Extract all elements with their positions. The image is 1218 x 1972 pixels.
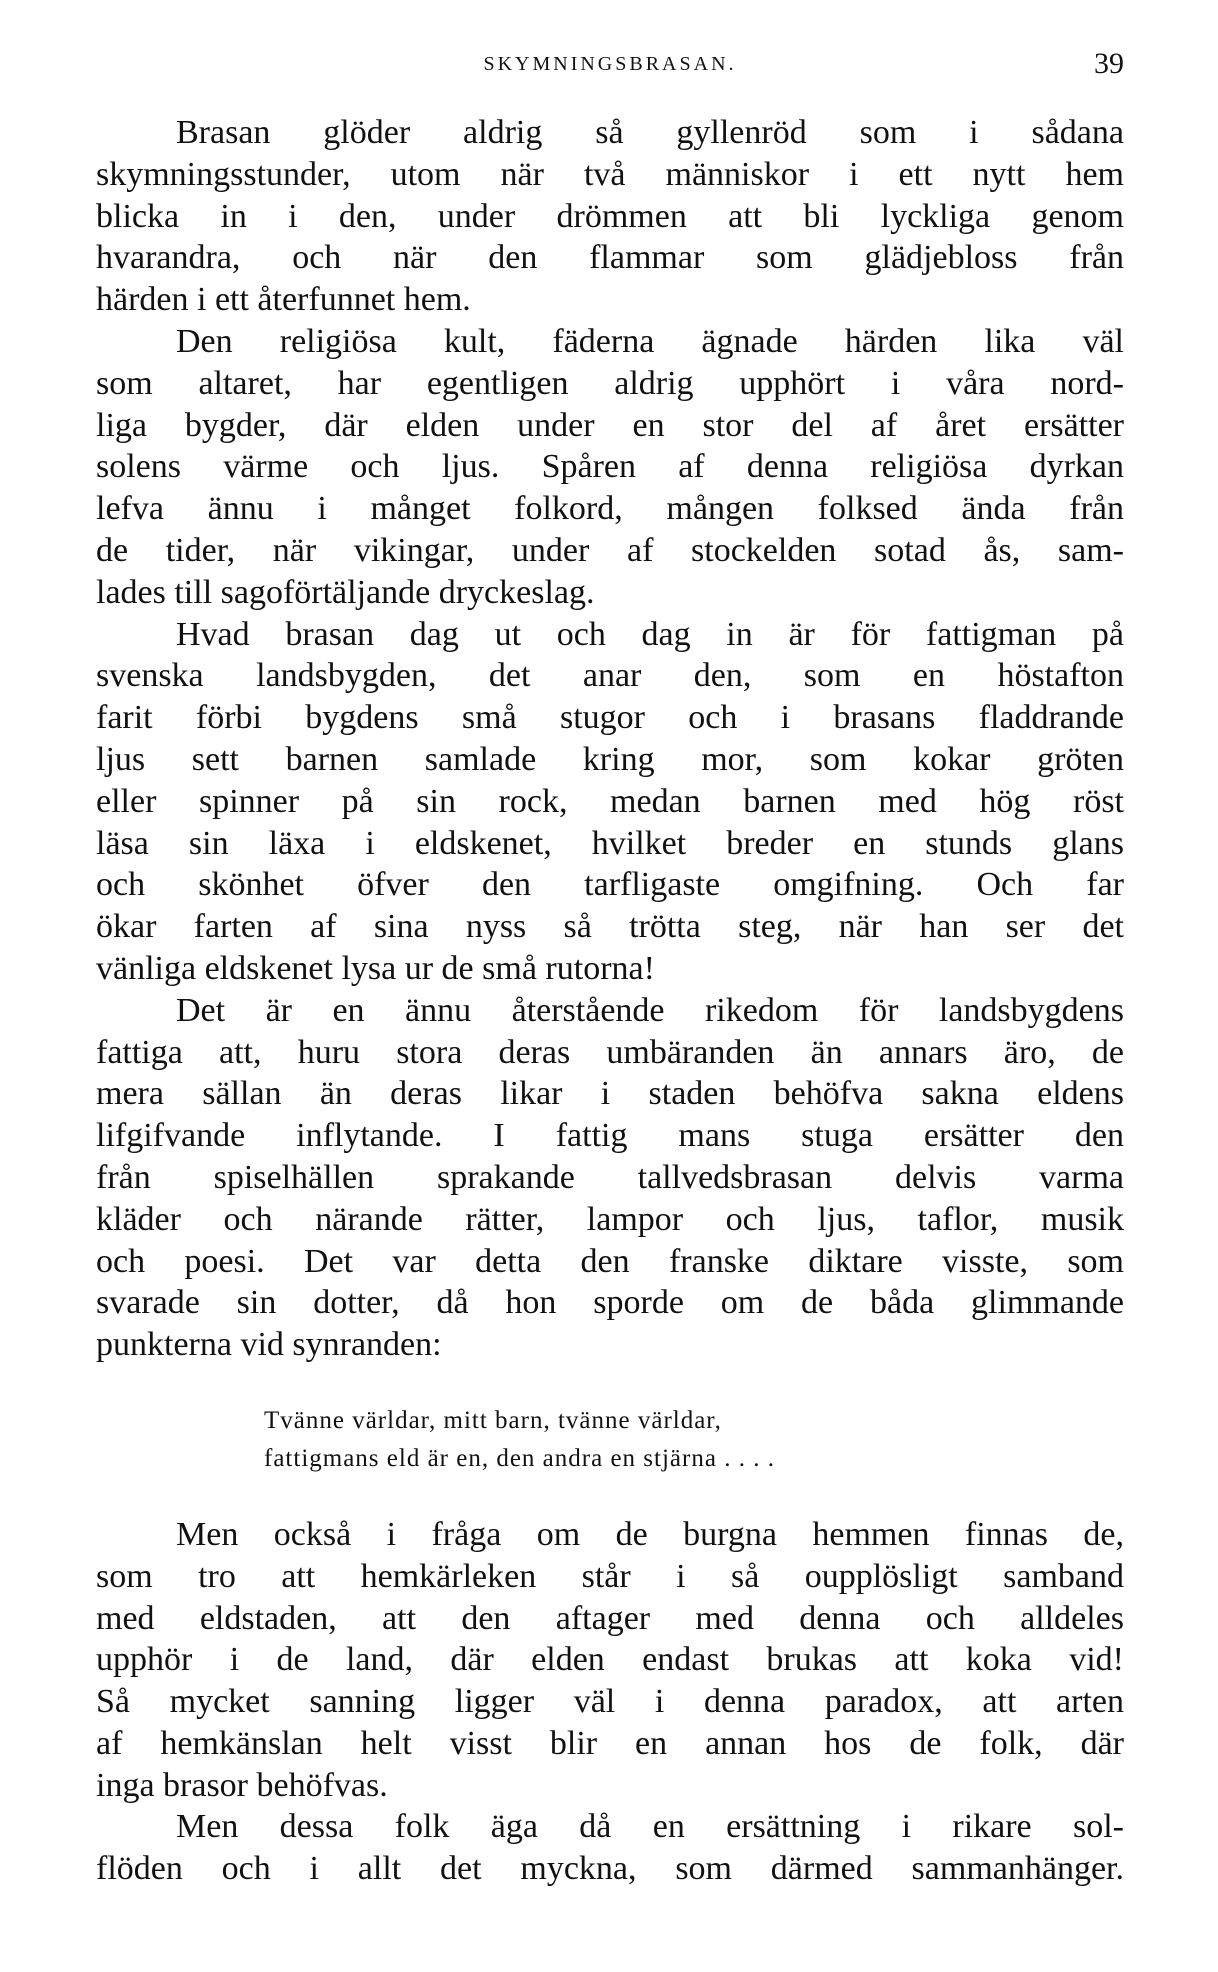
text-line: inga brasor behöfvas. [96,1766,388,1804]
text-line: ökar farten af sina nyss så trötta steg, när han ser det [96,908,1124,946]
text-line: Den religiösa kult, fäderna ägnade härden lika väl [176,322,1124,360]
verse-line: Tvänne världar, mitt barn, tvänne världar, [264,1406,722,1434]
text-line: lifgifvande inflytande. I fattig mans stuga ersätter den [96,1117,1124,1155]
book-page [96,0,1124,1972]
text-line: som tro att hemkärleken står i så oupplösligt samband [96,1557,1124,1595]
text-line: Hvad brasan dag ut och dag in är för fattigman på [176,615,1124,653]
text-line: svenska landsbygden, det anar den, som en höstafton [96,657,1124,695]
verse-quotation [96,1402,1124,1478]
text-line: kläder och närande rätter, lampor och ljus, taflor, musik [96,1200,1124,1238]
paragraph-6 [96,1806,1124,1890]
text-line: af hemkänslan helt visst blir en annan hos de folk, där [96,1724,1124,1762]
text-line: vänliga eldskenet lysa ur de små rutorna! [96,949,655,987]
text-line: Brasan glöder aldrig så gyllenröd som i sådana [176,114,1124,151]
body-text [96,112,1124,1890]
text-line: och skönhet öfver den tarfligaste omgifning. Och far [96,866,1124,904]
text-line: de tider, när vikingar, under af stockelden sotad ås, sam- [96,531,1124,569]
text-line: skymningsstunder, utom när två människor i ett nytt hem [96,155,1124,193]
text-line: ljus sett barnen samlade kring mor, som kokar gröten [96,740,1124,778]
text-line: blicka in i den, under drömmen att bli lyckliga genom [96,197,1124,235]
text-line: flöden och i allt det myckna, som därmed sammanhänger. [96,1850,1124,1888]
paragraph-1 [96,112,1124,321]
text-line: svarade sin dotter, då hon sporde om de båda glimmande [96,1284,1124,1322]
page-number: 39 [1094,47,1124,80]
text-line: solens värme och ljus. Spåren af denna religiösa dyrkan [96,448,1124,486]
text-line: från spiselhällen sprakande tallvedsbrasan delvis varma [96,1158,1124,1196]
text-line: upphör i de land, där elden endast brukas att koka vid! [96,1641,1124,1679]
text-line: hvarandra, och när den flammar som glädjebloss från [96,239,1124,277]
verse-line: fattigmans eld är en, den andra en stjärna . . . . [264,1444,775,1472]
text-line: och poesi. Det var detta den franske diktare visste, som [96,1242,1124,1280]
text-line: Det är en ännu återstående rikedom för landsbygdens [176,991,1124,1029]
text-line: härden i ett återfunnet hem. [96,281,471,319]
paragraph-3 [96,614,1124,990]
text-line: mera sällan än deras likar i staden behöfva sakna eldens [96,1075,1124,1113]
running-title: SKYMNINGSBRASAN. [483,53,737,75]
text-line: som altaret, har egentligen aldrig upphört i våra nord- [96,364,1124,402]
text-line: Så mycket sanning ligger väl i denna paradox, att arten [96,1683,1124,1721]
running-header [96,44,1124,84]
text-line: farit förbi bygdens små stugor och i brasans fladdrande [96,699,1124,737]
text-line: eller spinner på sin rock, medan barnen med hög röst [96,782,1124,820]
text-line: läsa sin läxa i eldskenet, hvilket breder en stunds glans [96,824,1124,862]
text-line: fattiga att, huru stora deras umbäranden än annars äro, de [96,1033,1124,1071]
text-line: lades till sagoförtäljande dryckeslag. [96,573,595,611]
paragraph-4 [96,990,1124,1366]
text-line: liga bygder, där elden under en stor del af året ersätter [96,406,1124,444]
text-line: Men dessa folk äga då en ersättning i rikare sol- [176,1808,1124,1846]
paragraph-2 [96,321,1124,614]
paragraph-5 [96,1514,1124,1807]
text-line: punkterna vid synranden: [96,1326,442,1364]
text-line: med eldstaden, att den aftager med denna och alldeles [96,1599,1124,1637]
text-line: lefva ännu i månget folkord, mången folksed ända från [96,490,1124,528]
text-line: Men också i fråga om de burgna hemmen finnas de, [176,1515,1124,1553]
